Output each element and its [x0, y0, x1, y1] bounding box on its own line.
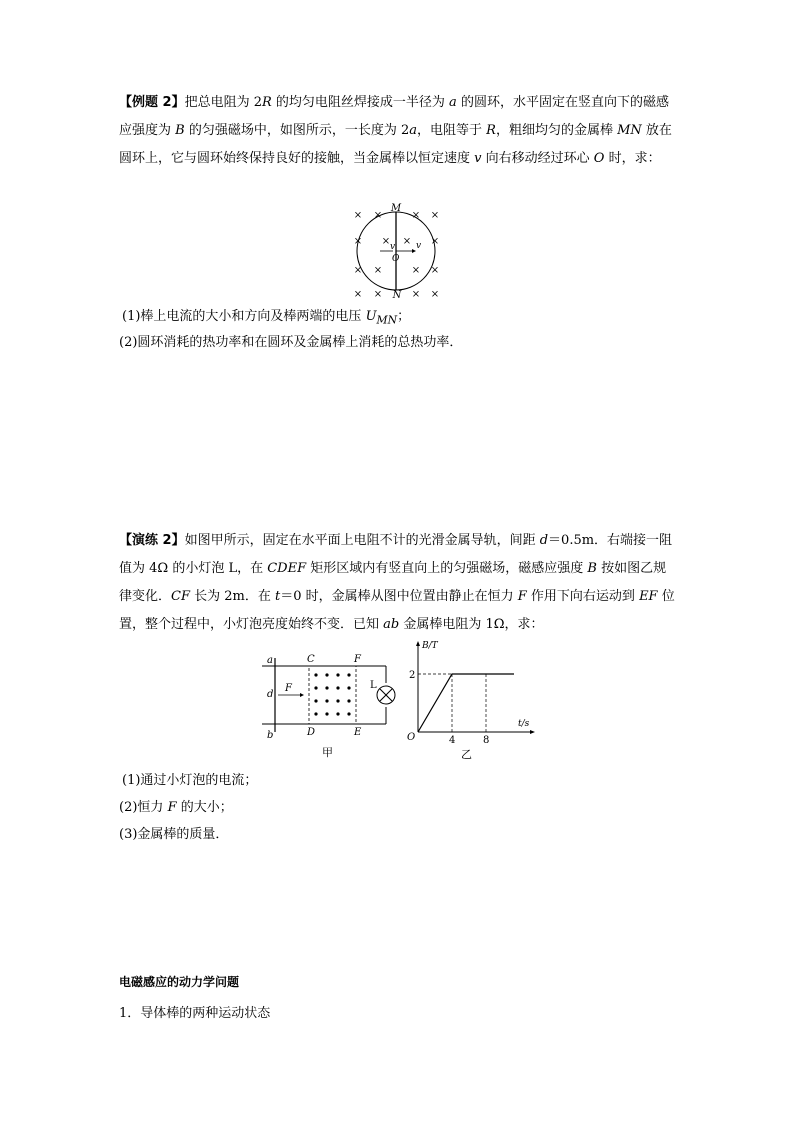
- drill-2-question-2: (2)恒力 F 的大小；: [119, 800, 233, 815]
- magnetic-field-dots: [314, 673, 350, 715]
- svg-text:×: ×: [373, 265, 383, 276]
- section-item-1: 1．导体棒的两种运动状态: [119, 1006, 271, 1021]
- caption-jia: 甲: [322, 746, 333, 759]
- label-b: b: [267, 730, 274, 741]
- svg-text:×: ×: [411, 210, 421, 221]
- label-v-right: v: [416, 241, 422, 251]
- svg-text:×: ×: [430, 210, 440, 221]
- example-2-body: 把总电阻为 2R 的均匀电阻丝焊接成一半径为 a 的圆环，水平固定在竖直向下的磁感应强度为 B 的匀强磁场中，如图所示，一长度为 2a，电阻等于 R，粗细均匀的金属棒 MN 放在圆环上，它与圆环始终保持良好的接触，当金属棒以恒定速度 v 向右移动经过环心 O 时，求：: [119, 95, 672, 166]
- label-f-top: F: [354, 654, 361, 665]
- label-d: D: [307, 727, 316, 738]
- label-d-spacing: d: [267, 689, 274, 700]
- field-cross: ×: [353, 210, 363, 221]
- b-t-curve: [418, 674, 514, 732]
- drill-2-paragraph: [119, 527, 679, 639]
- svg-text:×: ×: [373, 289, 383, 300]
- drill-2-tag: 【演练 2】: [119, 533, 185, 548]
- field-cross: ×: [353, 265, 363, 276]
- section-heading: 电磁感应的动力学问题: [119, 975, 240, 989]
- field-cross: ×: [353, 289, 363, 300]
- example-2-tag: 【例题 2】: [119, 95, 185, 110]
- caption-yi: 乙: [461, 748, 472, 760]
- svg-text:×: ×: [381, 236, 391, 247]
- x-axis-label: t/s: [518, 719, 530, 729]
- label-n: N: [392, 290, 402, 301]
- y-axis-label: B/T: [422, 641, 438, 651]
- svg-text:×: ×: [373, 210, 383, 221]
- svg-text:×: ×: [411, 265, 421, 276]
- label-m: M: [390, 203, 402, 214]
- circle-ring-figure: [346, 203, 450, 303]
- label-e: E: [354, 727, 362, 738]
- figure-yi-bt-graph: [402, 636, 538, 760]
- x-tick-8: 8: [483, 735, 490, 746]
- origin-label: O: [407, 732, 416, 743]
- svg-text:×: ×: [430, 265, 440, 276]
- label-lamp: L: [370, 680, 377, 691]
- lamp-l: [377, 686, 395, 704]
- label-force: F: [285, 683, 292, 694]
- y-tick-2: 2: [409, 670, 416, 681]
- label-v-left: v: [390, 242, 396, 252]
- label-a: a: [267, 655, 273, 666]
- figure-jia-circuit: [258, 648, 398, 760]
- field-cross: ×: [353, 236, 363, 247]
- example-2-paragraph: [119, 89, 679, 173]
- svg-text:×: ×: [430, 236, 440, 247]
- example-2-question-1: (1)棒上电流的大小和方向及棒两端的电压 $U_{MN}$；: [122, 309, 411, 327]
- drill-2-question-1: (1)通过小灯泡的电流；: [122, 773, 258, 788]
- drill-2-question-3: (3)金属棒的质量．: [119, 827, 229, 842]
- label-o: O: [392, 254, 400, 264]
- example-2-question-2: (2)圆环消耗的热功率和在圆环及金属棒上消耗的总热功率．: [119, 335, 463, 350]
- svg-text:×: ×: [402, 236, 412, 247]
- x-tick-4: 4: [449, 735, 456, 746]
- label-c: C: [307, 654, 315, 665]
- drill-2-body: 如图甲所示，固定在水平面上电阻不计的光滑金属导轨，间距 d＝0.5m．右端接一阻值为 4Ω 的小灯泡 L，在 CDEF 矩形区域内有竖直向上的匀强磁场，磁感应强度 B 按如图乙规律变化．CF 长为 2m．在 t＝0 时，金属棒从图中位置由静止在恒力 F 作用下向右运动到 EF 位置，整个过程中，小灯泡亮度始终不变．已知 ab 金属棒电阻为 1Ω，求：: [119, 533, 675, 632]
- svg-text:×: ×: [411, 289, 421, 300]
- svg-text:×: ×: [430, 289, 440, 300]
